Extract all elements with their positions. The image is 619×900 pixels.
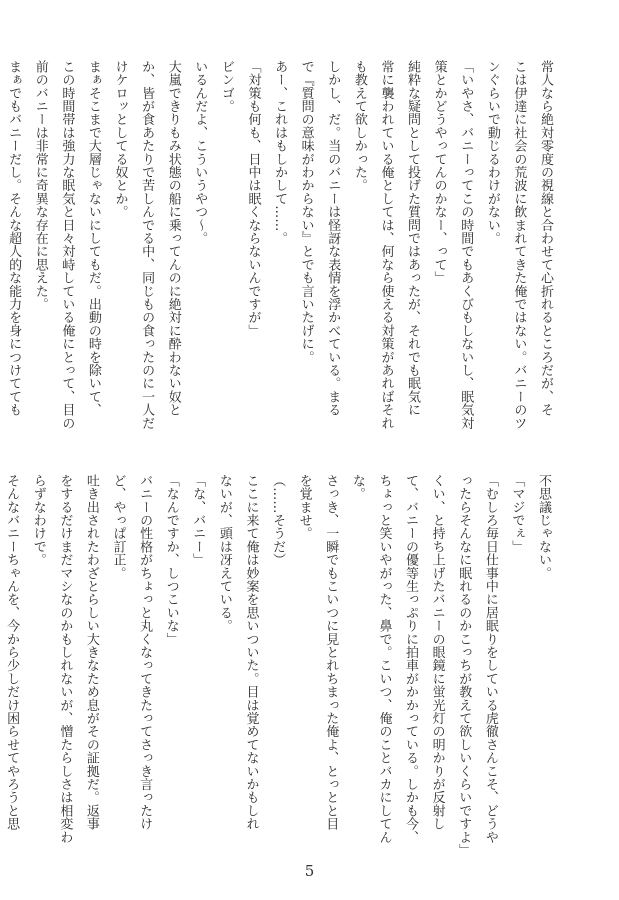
text-line: 吐き出されたわざとらしい大きなため息がその証拠だ。返事 [83,474,99,831]
text-line: か、皆が食あたりで苦しんでる中、同じもの食ったのに一人だ [139,60,155,430]
text-line: ビンゴ。 [218,60,234,113]
text-line: この時間帯は強力な眠気と日々対峙している俺にとって、目の [59,60,75,430]
text-line: さっき、一瞬でもこいつに見とれちまった俺よ、とっとと目 [323,474,339,831]
text-line: 不思議じゃない。 [536,474,551,580]
text-line: ないが、頭は冴えている。 [216,474,232,633]
text-line: を覚ませ。 [296,474,312,540]
text-line: 大嵐できりもみ状態の船に乗ってんのに絶対に酔わない奴と [165,60,181,417]
text-line: 常人なら絶対零度の視線と合わせて心折れるところだが、そ [538,60,553,417]
text-line: 純粋な疑問として投げた質問ではあったが、それでも眠気に [405,60,421,417]
text-line: そんなバニーちゃんを、今から少しだけ困らせてやろうと思 [4,474,20,831]
text-line: あー、これはもしかして……。 [272,60,288,245]
text-line: ったらそんなに眠れるのかこっちが教えて欲しいくらいですよ」 [456,474,472,857]
text-line: くい、と持ち上げたバニーの眼鏡に蛍光灯の明かりが反射し [429,474,445,831]
text-line: ここに来て俺は妙案を思いついた。目は覚めてないかもしれ [243,474,259,831]
text-line: 常に襲われている俺としては、何なら使える対策があればそれ [378,60,394,430]
text-line: 「対策も何も、日中は眠くならないんですが」 [245,60,261,338]
upper-text-block [6,60,558,452]
text-line: バニーの性格がちょっと丸くなってきたってさっき言ったけ [137,474,153,831]
text-line: 「マジでぇ」 [509,474,525,554]
text-line: まぁでもバニーだし。そんな超人的な能力を身につけてても [6,60,22,417]
text-line: （……そうだ） [270,474,286,567]
lower-text-block [4,474,556,866]
text-line: けケロッとしてる奴とか。 [112,60,128,219]
text-line: こは伊達に社会の荒波に飲まれてきた俺ではない。バニーのツ [511,60,527,430]
text-line: をするだけまだマシなのかもしれないが、憎たらしさは相変わ [57,474,73,844]
text-line: 「むしろ毎日仕事中に居眠りをしている虎徹さんこそ、どうや [482,474,498,844]
text-line: も教えて欲しかった。 [351,60,367,192]
text-line: で『質問の意味がわからない』とでも言いたげに。 [298,60,314,364]
text-line: 策とかどうやってんのかなー、って」 [431,60,447,285]
text-line: 「いやさ、バニーってこの時間でもあくびもしないし、眠気対 [458,60,474,430]
text-line: いるんだよ、こういうやつ～。 [192,60,208,245]
text-line: ちょっと笑いやがった、鼻で。こいつ、俺のことバカにしてん [376,474,392,844]
text-line: 前のバニーは非常に奇異な存在に思えた。 [32,60,48,311]
text-line: ンぐらいで動じるわけがない。 [484,60,500,245]
text-line: 「なんですか、しつこいな」 [163,474,179,646]
text-line: て、バニーの優等生っぷりに拍車がかかっている。しかも今、 [403,474,419,844]
text-line: まぁそこまで大層じゃないにしてもだ。出動の時を除いて、 [85,60,101,417]
text-line: ど、やっぱ訂正。 [110,474,126,580]
text-line: 「な、バニー」 [190,474,206,567]
text-line: しかし、だ。当のバニーは怪訝な表情を浮かべている。まる [325,60,341,417]
text-line: な。 [349,474,365,501]
text-line: らずなわけで。 [30,474,46,567]
page-number: 5 [304,862,315,880]
